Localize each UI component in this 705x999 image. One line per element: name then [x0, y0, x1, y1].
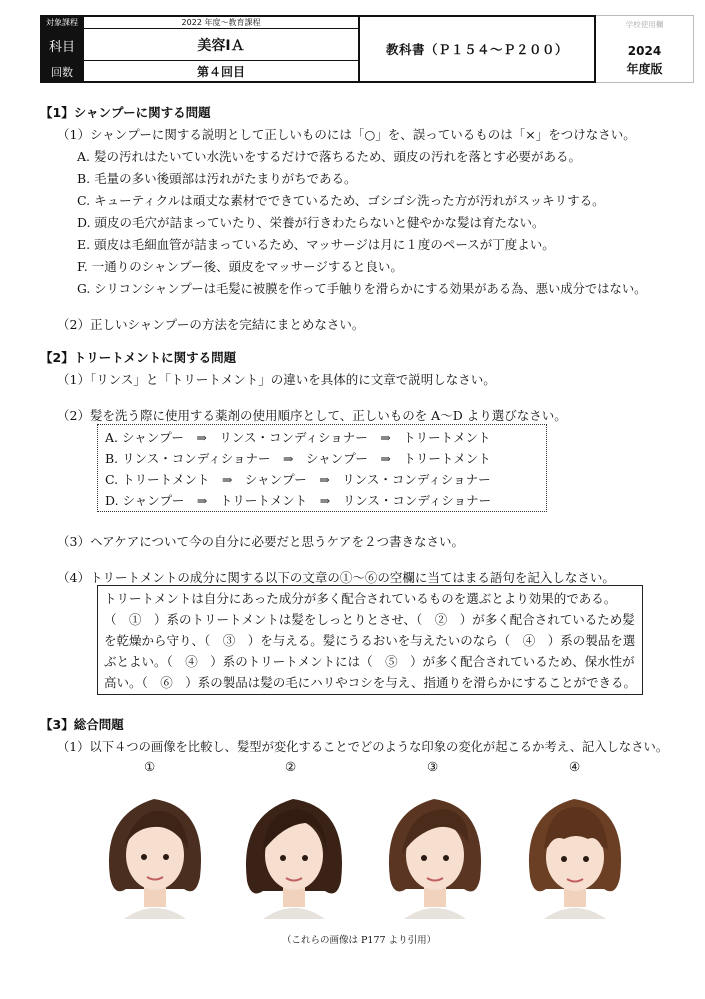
- section1-title: 【1】シャンプーに関する問題: [40, 105, 211, 120]
- header-table: [40, 15, 694, 83]
- passage-line: を乾燥から守り、（ ③ ）を与える。髪にうるおいを与えたいのなら（ ④ ）系の製品を選: [104, 633, 636, 648]
- section2-q2: （2）髪を洗う際に使用する薬剤の使用順序として、正しいものを A～D より選びなさい。: [57, 408, 567, 423]
- section2-title: 【2】トリートメントに関する問題: [40, 350, 237, 365]
- option-a: A. シャンプー ⇒ リンス・コンディショナー ⇒ トリートメント: [105, 430, 491, 445]
- list-item: [77, 169, 357, 187]
- item-text: シリコンシャンプーは毛髪に被膜を作って手触りを滑らかにする効果がある為、悪い成分ではない。: [94, 282, 647, 296]
- course-label: 対象課程: [40, 15, 84, 29]
- option-d: D. シャンプー ⇒ トリートメント ⇒ リンス・コンディショナー: [105, 493, 492, 508]
- options-box: [97, 424, 547, 512]
- hairstyle-photo-1: [96, 785, 214, 919]
- item-letter: E.: [77, 237, 91, 252]
- hairstyle-photo-2: [235, 785, 353, 919]
- section3-q1: （1）以下４つの画像を比較し、髪型が変化することでどのような印象の変化が起こるか考え、記入しなさい。: [57, 740, 669, 754]
- item-letter: A.: [77, 149, 91, 164]
- section2-q4: （4）トリートメントの成分に関する以下の文章の①～⑥の空欄に当てはまる語句を記入しなさい。: [57, 570, 615, 585]
- list-item: [77, 257, 403, 275]
- year-edition: 年度版: [626, 62, 663, 76]
- section2-q3: （3）ヘアケアについて今の自分に必要だと思うケアを２つ書きなさい。: [57, 534, 464, 549]
- subject-value: 美容ⅠＡ: [84, 29, 358, 61]
- year-cell: [596, 15, 694, 83]
- list-item: [77, 147, 581, 165]
- photo-label-4: ④: [569, 759, 581, 774]
- item-text: 頭皮の毛穴が詰まっていたり、栄養が行きわたらないと健やかな髪は育たない。: [94, 215, 545, 230]
- photo-label-3: ③: [427, 759, 439, 774]
- option-b: B. リンス・コンディショナー ⇒ シャンプー ⇒ トリートメント: [105, 451, 491, 466]
- item-text: 頭皮は毛細血管が詰まっているため、マッサージは月に１度のペースが丁度よい。: [94, 237, 555, 252]
- photo-label-1: ①: [144, 759, 156, 774]
- list-item: [77, 191, 605, 209]
- hairstyle-photo-4: [516, 785, 634, 919]
- year-number: 2024: [627, 44, 662, 58]
- list-item: [77, 213, 545, 231]
- item-letter: C.: [77, 193, 91, 208]
- photo-label-2: ②: [285, 759, 297, 774]
- subject-label: 科目: [40, 29, 84, 61]
- image-caption: （これらの画像は P177 より引用）: [282, 935, 437, 946]
- textbook-range: 教科書（Ｐ１５４～Ｐ２００）: [358, 15, 596, 83]
- item-letter: B.: [77, 171, 91, 186]
- item-text: 髪の汚れはたいてい水洗いをするだけで落ちるため、頭皮の汚れを落とす必要がある。: [94, 149, 582, 164]
- passage-line: （ ① ）系のトリートメントは髪をしっとりとさせ、（ ② ）が多く配合されているため髪: [104, 612, 635, 627]
- list-item: [77, 235, 555, 253]
- item-text: 一通りのシャンプー後、頭皮をマッサージすると良い。: [91, 259, 403, 274]
- list-item: [77, 279, 646, 297]
- section3-title: 【3】総合問題: [40, 717, 124, 732]
- session-value: 第４回目: [84, 61, 358, 83]
- section1-q2: （2）正しいシャンプーの方法を完結にまとめなさい。: [57, 317, 365, 332]
- passage-box: [97, 585, 643, 695]
- item-text: キューティクルは頑丈な素材でできているため、ゴシゴシ洗った方が汚れがスッキリする。: [94, 193, 605, 208]
- section2-q1: （1）「リンス」と「トリートメント」の違いを具体的に文章で説明しなさい。: [57, 372, 496, 387]
- passage-line: 高い。（ ⑥ ）系の製品は髪の毛にハリやコシを与え、指通りを滑らかにすることができる。: [104, 675, 637, 690]
- course-value: 2022 年度～教育課程: [84, 15, 358, 29]
- item-letter: G.: [77, 282, 91, 296]
- section1-q1: （1）シャンプーに関する説明として正しいものには「○」を、誤っているものは「×」をつけなさい。: [57, 127, 636, 142]
- passage-line: ぶとよい。（ ④ ）系のトリートメントには（ ⑤ ）が多く配合されているため、保水性が: [104, 654, 635, 669]
- option-c: C. トリートメント ⇒ シャンプー ⇒ リンス・コンディショナー: [105, 472, 491, 487]
- school-use-label: 学校使用欄: [625, 20, 664, 29]
- item-text: 毛量の多い後頭部は汚れがたまりがちである。: [94, 171, 357, 186]
- session-label: 回数: [40, 61, 84, 83]
- hairstyle-photo-3: [376, 785, 494, 919]
- item-letter: F.: [77, 259, 88, 274]
- passage-line: トリートメントは自分にあった成分が多く配合されているものを選ぶとより効果的である。: [104, 591, 617, 606]
- item-letter: D.: [77, 215, 91, 230]
